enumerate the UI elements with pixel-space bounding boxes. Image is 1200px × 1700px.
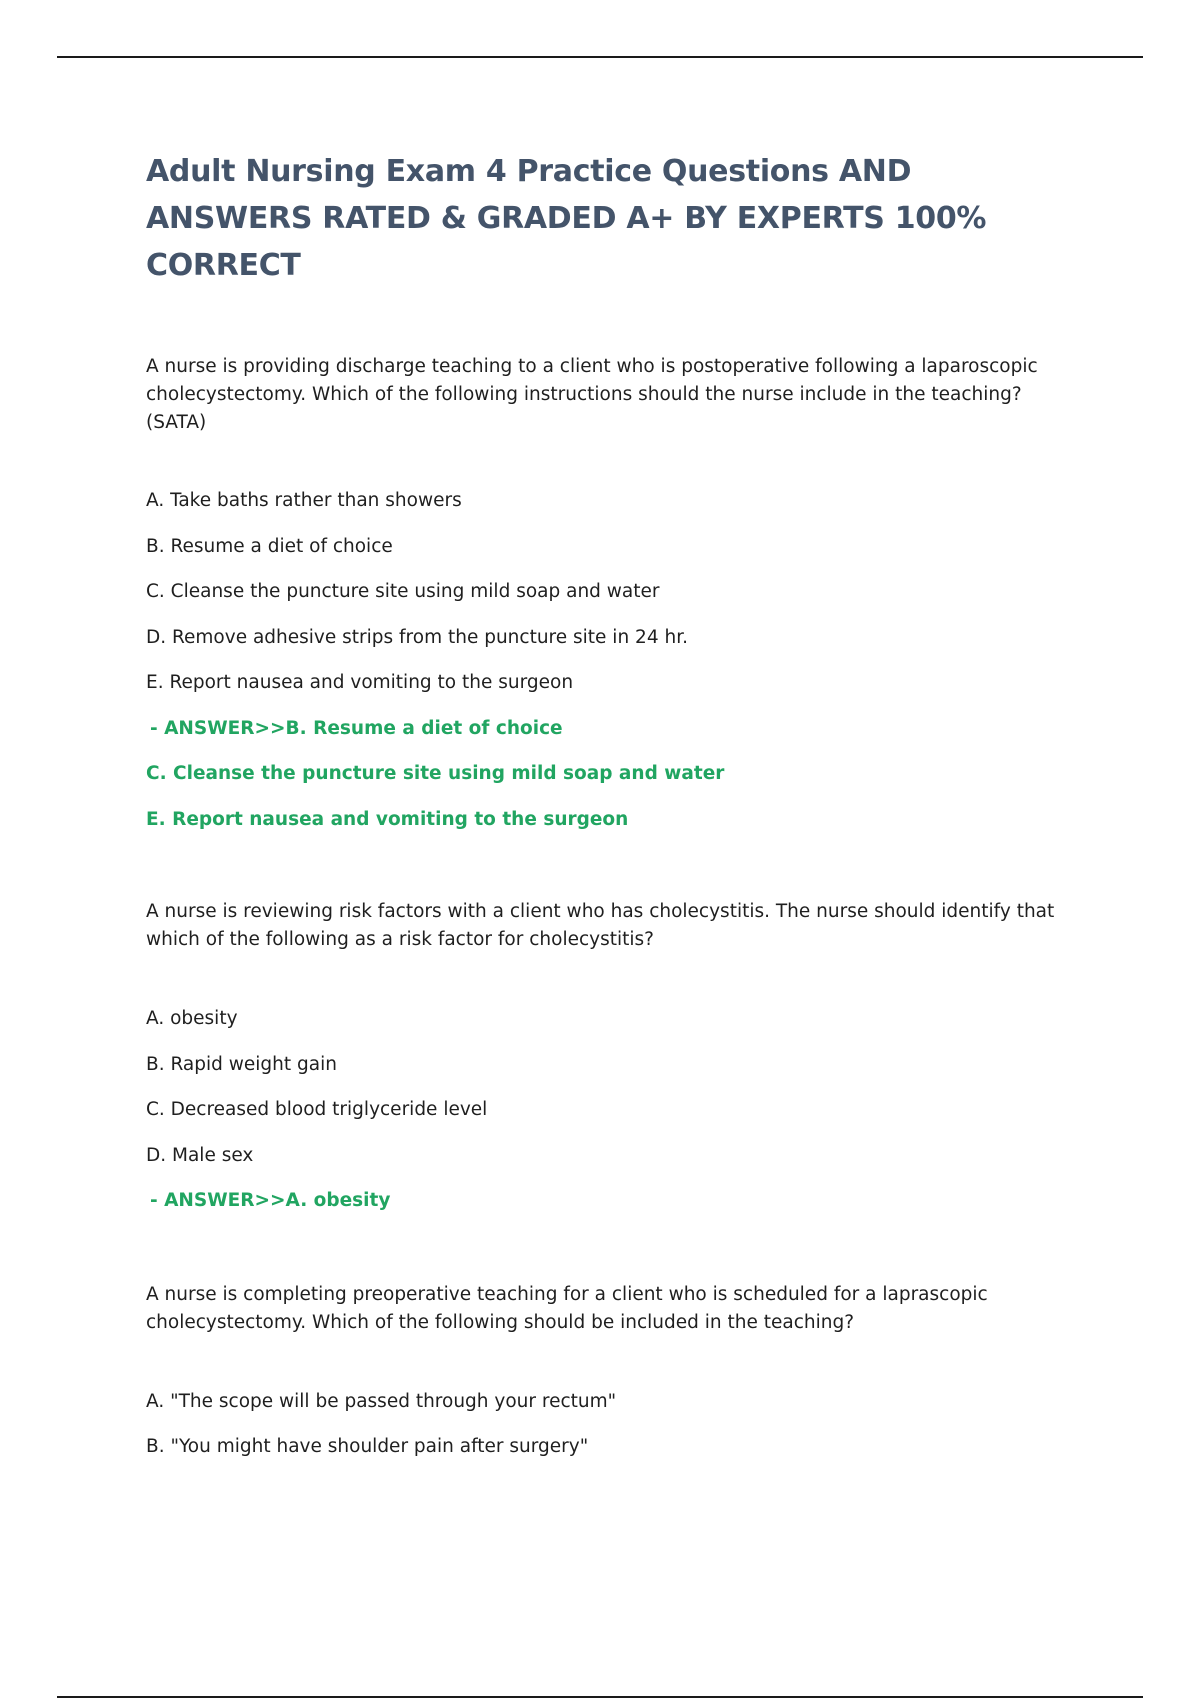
question-2-options [146, 1007, 1086, 1235]
question-2-answer-line-1: - ANSWER>>A. obesity [150, 1190, 391, 1211]
question-2-option-a: A. obesity [146, 1008, 238, 1029]
document-title: Adult Nursing Exam 4 Practice Questions AND ANSWERS RATED & GRADED A+ BY EXPERTS 100% CORRECT [146, 154, 987, 283]
top-rule [57, 56, 1143, 58]
question-1-options [146, 489, 1086, 853]
question-2-option-c: C. Decreased blood triglyceride level [146, 1099, 488, 1120]
question-1-option-e: E. Report nausea and vomiting to the surgeon [146, 672, 574, 693]
question-1-option-a: A. Take baths rather than showers [146, 490, 462, 511]
document-page [146, 148, 1086, 1481]
question-2-text: A nurse is reviewing risk factors with a client who has cholecystitis. The nurse should identify that which of the following as a risk factor for cholecystitis? [146, 901, 1055, 950]
question-3-text: A nurse is completing preoperative teaching for a client who is scheduled for a laprascopic cholecystectomy. Which of the following should be included in the teaching? [146, 1283, 988, 1333]
question-1-option-c: C. Cleanse the puncture site using mild soap and water [146, 581, 660, 602]
question-3-options [146, 1390, 1086, 1481]
bottom-rule [57, 1696, 1143, 1698]
question-1-answer-line-3: E. Report nausea and vomiting to the surgeon [146, 808, 629, 830]
question-1-option-b: B. Resume a diet of choice [146, 535, 393, 557]
question-2-option-b: B. Rapid weight gain [146, 1053, 337, 1075]
question-1-option-d: D. Remove adhesive strips from the puncture site in 24 hr. [146, 626, 688, 648]
question-3-option-b: B. "You might have shoulder pain after surgery" [146, 1436, 589, 1457]
question-2-option-d: D. Male sex [146, 1144, 254, 1166]
question-1-answer-line-1: - ANSWER>>B. Resume a diet of choice [150, 717, 563, 739]
question-3-option-a: A. "The scope will be passed through your rectum" [146, 1390, 617, 1412]
question-1-text: A nurse is providing discharge teaching to a client who is postoperative following a laparoscopic cholecystectomy. Which of the following instructions should the nurse include in the teaching? (SATA) [146, 356, 1038, 433]
question-1-answer-line-2: C. Cleanse the puncture site using mild soap and water [146, 763, 725, 784]
